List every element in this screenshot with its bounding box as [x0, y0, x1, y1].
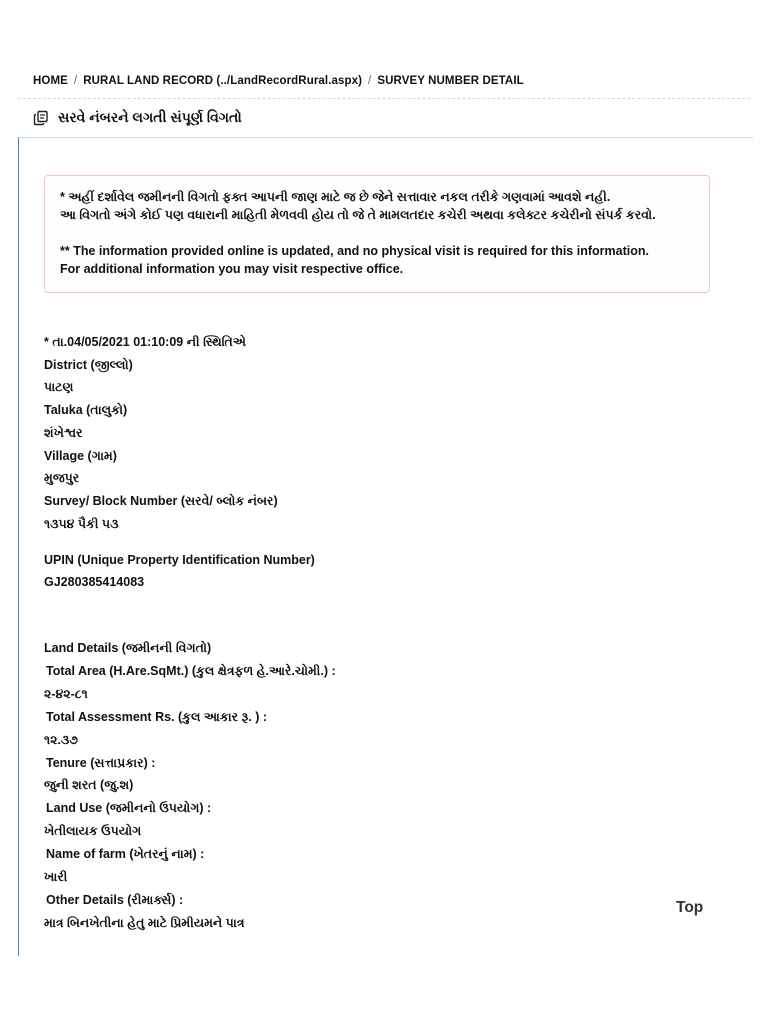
district-value: પાટણ	[44, 380, 74, 395]
disclaimer-notice	[44, 175, 710, 293]
notice-line-english-1: ** The information provided online is updated, and no physical visit is required for this information.	[60, 244, 649, 258]
taluka-value: શંખેશ્વર	[44, 425, 83, 440]
detail-panel	[18, 137, 753, 956]
upin-section	[44, 549, 315, 593]
page-title	[33, 109, 242, 126]
back-to-top-link[interactable]: Top	[676, 899, 704, 916]
breadcrumb-home-link[interactable]: HOME	[33, 75, 68, 87]
taluka-label: Taluka (તાલુકો)	[44, 403, 128, 418]
copy-document-icon	[33, 110, 49, 126]
total-assessment-label: Total Assessment Rs. (કુલ આકાર રૂ. ) :	[46, 709, 268, 724]
land-use-value: ખેતીલાયક ઉપયોગ	[44, 824, 142, 839]
breadcrumb-separator: /	[368, 75, 372, 87]
other-details-value: માત્ર બિનખેતીના હેતુ માટે પ્રિમીયમને પાત્ર	[44, 915, 245, 930]
tenure-value: જુની શરત (જુ.શ)	[44, 778, 134, 793]
upin-value: GJ280385414083	[44, 575, 145, 589]
header-divider	[18, 98, 750, 99]
survey-number-value: ૧૩૫૪ પૈકી ૫૩	[44, 516, 119, 531]
total-area-label: Total Area (H.Are.SqMt.) (કુલ ક્ષેત્રફળ હે.આરે.ચોમી.) :	[46, 663, 336, 678]
page-title-text: સરવે નંબરને લગતી સંપૂર્ણ વિગતો	[58, 109, 242, 125]
village-label: Village (ગામ)	[44, 448, 117, 463]
district-label: District (જીલ્લો)	[44, 357, 133, 372]
upin-label: UPIN (Unique Property Identification Number)	[44, 553, 315, 567]
location-details	[44, 331, 278, 535]
other-details-label: Other Details (રીમાર્ક્સ) :	[46, 892, 184, 907]
survey-number-label: Survey/ Block Number (સરવે/ બ્લોક નંબર)	[44, 493, 278, 508]
village-value: મુજપુર	[44, 471, 80, 486]
land-details-heading: Land Details (જમીનની વિગતો)	[44, 641, 212, 655]
land-use-label: Land Use (જમીનનો ઉપયોગ) :	[46, 801, 212, 816]
farm-name-label: Name of farm (ખેતરનું નામ) :	[46, 847, 205, 862]
notice-line-gujarati-2: આ વિગતો અંગે કોઈ પણ વધારાની માહિતી મેળવવી હોય તો જે તે મામલતદાર કચેરી અથવા કલેક્ટર કચેરીનો સંપર્ક કરવો.	[60, 208, 656, 222]
farm-name-value: ખારી	[44, 870, 68, 885]
total-assessment-value: ૧૨.૩૭	[44, 732, 78, 747]
status-timestamp: * તા.04/05/2021 01:10:09 ની સ્થિતિએ	[44, 335, 246, 349]
total-area-value: ૨-૪૨-૮૧	[44, 686, 88, 701]
breadcrumb-rural-land-record-link[interactable]: RURAL LAND RECORD (../LandRecordRural.aspx)	[83, 75, 363, 87]
notice-line-english-2: For additional information you may visit respective office.	[60, 262, 404, 276]
land-details	[44, 637, 336, 935]
tenure-label: Tenure (સત્તાપ્રકાર) :	[46, 755, 156, 770]
breadcrumb-separator: /	[73, 75, 78, 87]
breadcrumb-current: SURVEY NUMBER DETAIL	[377, 75, 524, 87]
breadcrumb	[33, 75, 524, 87]
notice-line-gujarati-1: * અહીં દર્શાવેલ જમીનની વિગતો ફક્ત આપની જાણ માટે જ છે જેને સત્તાવાર નકલ તરીકે ગણવામાં આવશે નહી.	[60, 190, 611, 204]
